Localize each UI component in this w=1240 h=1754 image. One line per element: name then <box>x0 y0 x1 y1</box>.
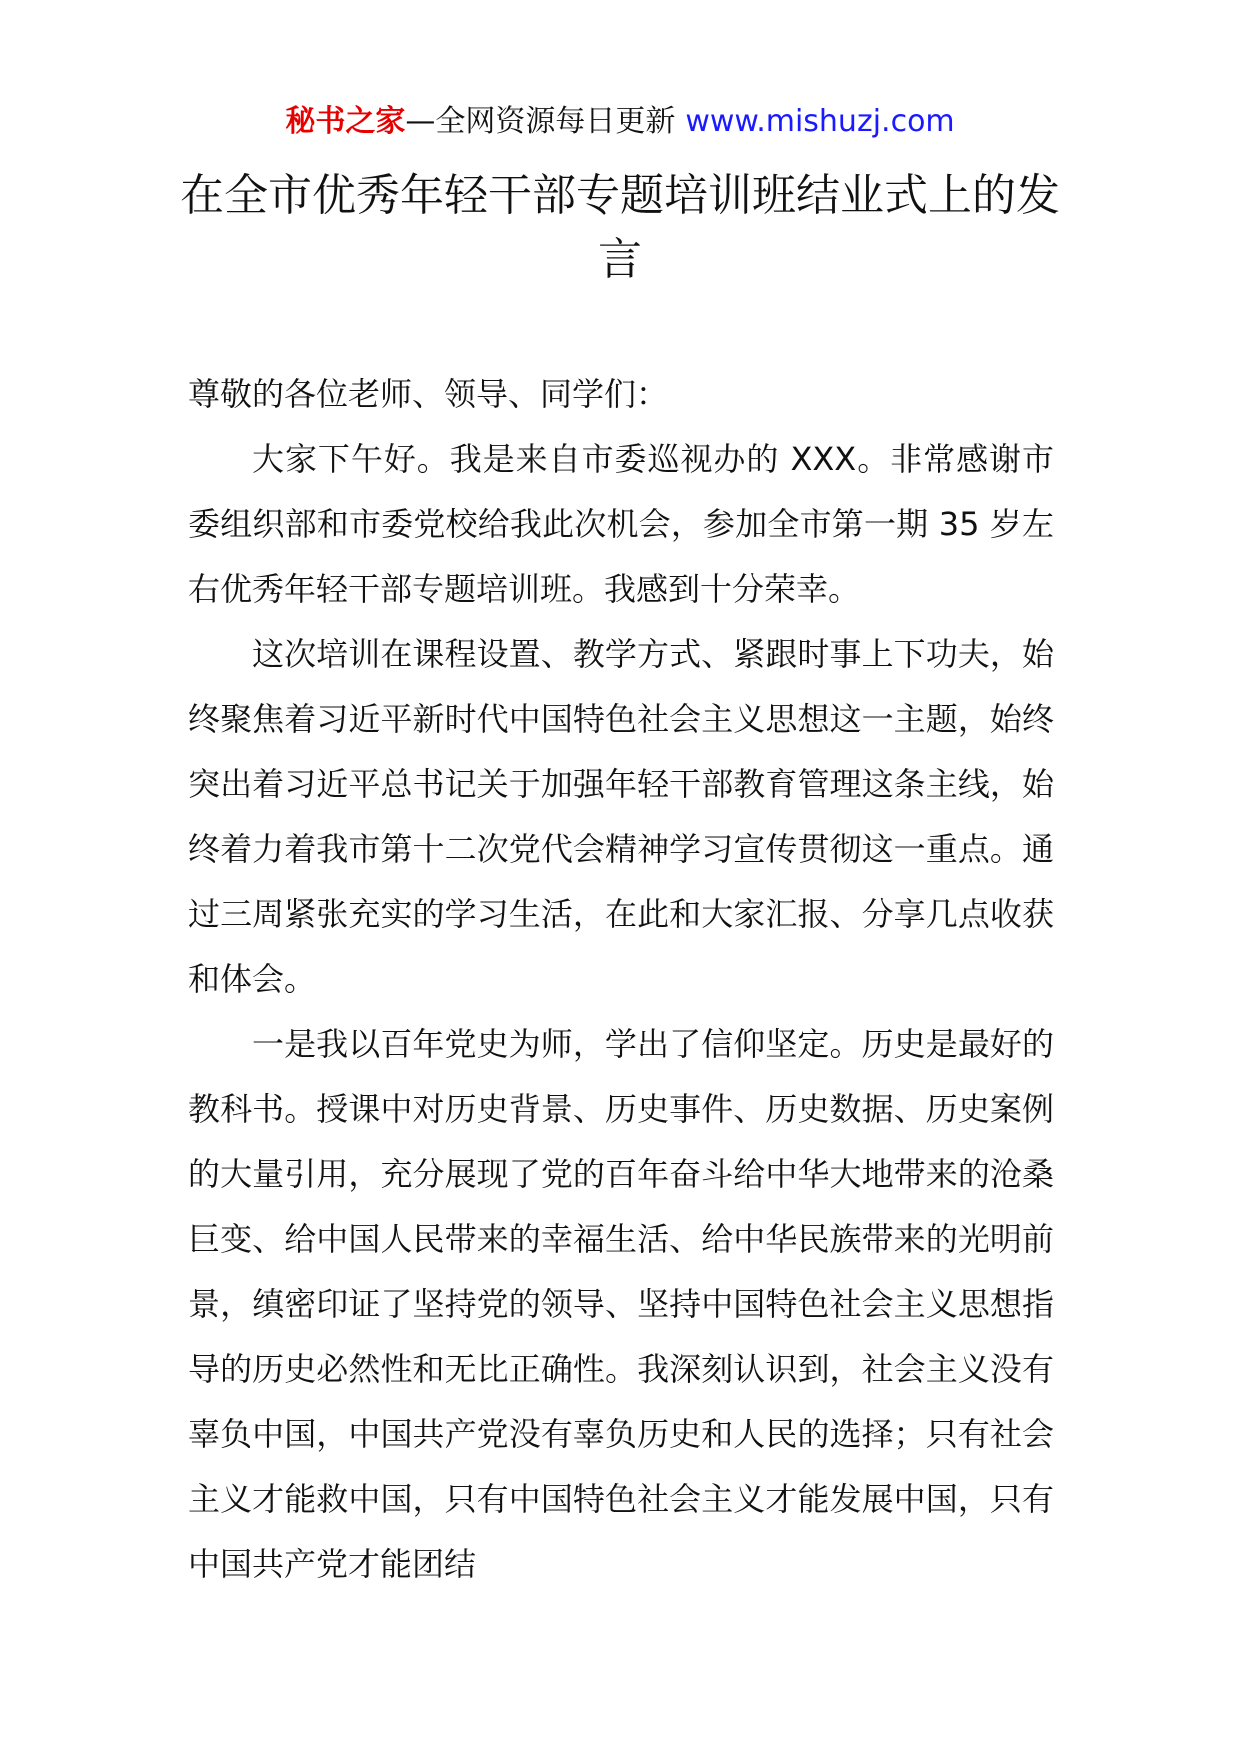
site-url-link[interactable]: www.mishuzj.com <box>685 104 955 139</box>
site-header <box>0 100 1240 144</box>
header-tagline: —全网资源每日更新 <box>405 104 676 139</box>
paragraph-3: 一是我以百年党史为师，学出了信仰坚定。历史是最好的教科书。授课中对历史背景、历史事件、历史数据、历史案例的大量引用，充分展现了党的百年奋斗给中华大地带来的沧桑巨变、给中国人民带来的幸福生活、给中华民族带来的光明前景，缜密印证了坚持党的领导、坚持中国特色社会主义思想指导的历史必然性和无比正确性。我深刻认识到，社会主义没有辜负中国，中国共产党没有辜负历史和人民的选择；只有社会主义才能救中国，只有中国特色社会主义才能发展中国，只有中国共产党才能团结 <box>188 1025 1054 1583</box>
salutation: 尊敬的各位老师、领导、同学们： <box>188 375 669 413</box>
paragraph-1: 大家下午好。我是来自市委巡视办的 XXX。非常感谢市委组织部和市委党校给我此次机会，参加全市第一期 35 岁左右优秀年轻干部专题培训班。我感到十分荣幸。 <box>188 440 1054 608</box>
document-title: 在全市优秀年轻干部专题培训班结业式上的发言 <box>180 170 1060 285</box>
paragraph-2: 这次培训在课程设置、教学方式、紧跟时事上下功夫，始终聚焦着习近平新时代中国特色社会主义思想这一主题，始终突出着习近平总书记关于加强年轻干部教育管理这条主线，始终着力着我市第十二次党代会精神学习宣传贯彻这一重点。通过三周紧张充实的学习生活，在此和大家汇报、分享几点收获和体会。 <box>188 635 1054 998</box>
document-body <box>188 362 1054 1597</box>
brand-name: 秘书之家 <box>285 104 406 139</box>
